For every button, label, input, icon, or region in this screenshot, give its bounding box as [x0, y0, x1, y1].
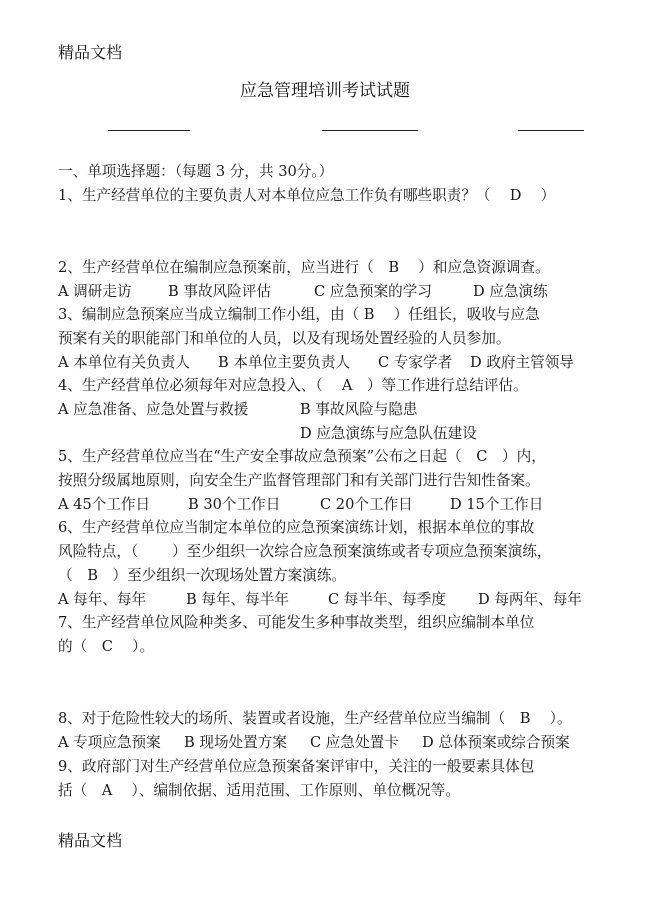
option-c: C 每半年、每季度	[328, 591, 446, 608]
option-d: D 总体预案或综合预案	[422, 734, 570, 751]
question-5-options	[58, 495, 618, 515]
option-a: A 应急准备、应急处置与救援	[58, 401, 249, 418]
question-3-cont: 预案有关的职能部门和单位的人员，以及有现场处置经验的人员参加。	[58, 330, 511, 347]
option-d: D 每两年、每年	[478, 591, 582, 608]
option-d: D 15个工作日	[450, 496, 544, 513]
question-5-cont: 按照分级属地原则，向安全生产监督管理部门和有关部门进行告知性备案。	[58, 472, 540, 489]
option-b: B 事故风险评估	[168, 283, 271, 300]
option-b: B 现场处置方案	[184, 734, 287, 751]
question-6-cont2: （ B ）至少组织一次现场处置方案演练。	[58, 567, 347, 584]
option-c: C 应急处置卡	[310, 734, 399, 751]
section-heading: 一、单项选择题：（每题 3 分，共 30分。）	[58, 163, 334, 180]
question-7-cont: 的（ C ）。	[58, 638, 155, 655]
question-6: 6、生产经营单位应当制定本单位的应急预案演练计划，根据本单位的事故	[58, 519, 535, 536]
document-header-watermark: 精品文档	[58, 43, 123, 62]
question-6-cont: 风险特点，（ ）至少组织一次综合应急预案演练或者专项应急预案演练，	[58, 543, 552, 560]
question-8: 8、对于危险性较大的场所、装置或者设施，生产经营单位应当编制（ B ）。	[58, 710, 572, 727]
question-8-options	[58, 733, 618, 753]
blank-line-1	[108, 130, 190, 131]
question-9: 9、政府部门对生产经营单位应急预案备案评审中，关注的一般要素具体包	[58, 758, 535, 775]
question-6-options	[58, 590, 618, 610]
question-3-options	[58, 353, 618, 373]
question-1: 1、生产经营单位的主要负责人对本单位应急工作负有哪些职责？（ D ）	[58, 187, 556, 204]
question-3: 3、编制应急预案应当成立编制工作小组，由（ B ）任组长，吸收与应急	[58, 306, 540, 323]
question-4-options-row1	[58, 400, 618, 420]
option-d: D 应急演练	[473, 283, 548, 300]
document-footer-watermark: 精品文档	[58, 831, 123, 850]
option-a: A 专项应急预案	[58, 734, 161, 751]
option-a: A 45个工作日	[58, 496, 151, 513]
question-5: 5、生产经营单位应当在“生产安全事故应急预案”公布之日起（ C ）内，	[58, 448, 546, 465]
option-a: A 调研走访	[58, 283, 132, 300]
option-b: B 每年、每半年	[186, 591, 289, 608]
blank-line-3	[518, 130, 584, 131]
blank-line-2	[322, 130, 418, 131]
option-a: A 本单位有关负责人	[58, 354, 190, 371]
question-7: 7、生产经营单位风险种类多、可能发生多种事故类型，组织应编制本单位	[58, 614, 535, 631]
option-b: B 本单位主要负责人	[218, 354, 351, 371]
option-c: C 专家学者	[378, 354, 453, 371]
option-a: A 每年、每年	[58, 591, 147, 608]
option-b: B 30个工作日	[188, 496, 281, 513]
question-9-cont: 括（ A ）、编制依据、适用范围、工作原则、单位概况等。	[58, 782, 460, 799]
option-d: D 政府主管领导	[470, 354, 574, 371]
option-b: B 事故风险与隐患	[300, 401, 418, 418]
option-d: D 应急演练与应急队伍建设	[300, 425, 477, 442]
question-2-options	[58, 282, 618, 302]
option-c: C 应急预案的学习	[314, 283, 432, 300]
question-4: 4、生产经营单位必须每年对应急投入、（ A ）等工作进行总结评估。	[58, 377, 528, 394]
page-title: 应急管理培训考试试题	[240, 81, 410, 101]
question-2: 2、生产经营单位在编制应急预案前，应当进行（ B ）和应急资源调查。	[58, 259, 550, 276]
option-c: C 20个工作日	[320, 496, 413, 513]
